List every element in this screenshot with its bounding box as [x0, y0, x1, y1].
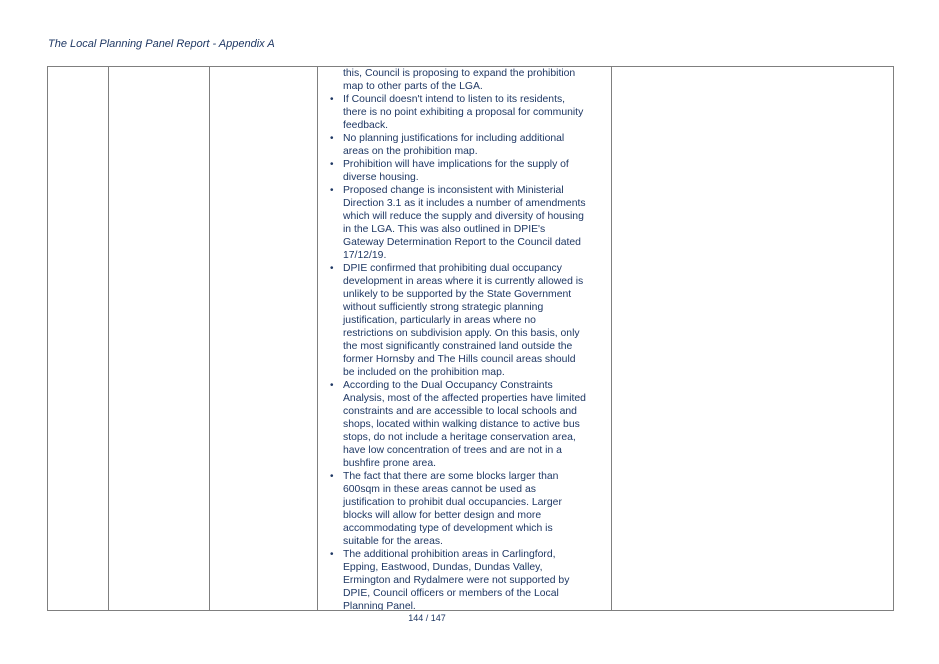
table-cell-empty-1 [48, 67, 109, 610]
list-item-text-line: former Hornsby and The Hills council areas should [343, 354, 576, 365]
report-header-title: The Local Planning Panel Report - Appendix A [48, 38, 275, 50]
list-item [330, 93, 607, 132]
list-item-text-line: stops, do not include a heritage conservation area, [343, 432, 576, 443]
list-item [330, 262, 607, 379]
bullet-icon: • [330, 133, 334, 144]
list-item-text-line: Prohibition will have implications for the supply of [343, 159, 569, 170]
list-item-text-line: development in areas where it is currently allowed is [343, 276, 584, 287]
page-number: 144 / 147 [408, 613, 446, 623]
table-cell-comments [318, 67, 612, 610]
list-item-text-line: areas on the prohibition map. [343, 146, 478, 157]
list-item-text-line: No planning justifications for including additional [343, 133, 565, 144]
list-item-text-line: have low concentration of trees and are not in a [343, 445, 562, 456]
table-cell-response [612, 67, 893, 610]
list-item-text-line: Gateway Determination Report to the Council dated [343, 237, 581, 248]
list-item-text-line: blocks will allow for better design and more [343, 510, 542, 521]
list-item-text-line: Proposed change is inconsistent with Ministerial [343, 185, 564, 196]
bullet-icon: • [330, 185, 334, 196]
bullet-icon: • [330, 380, 334, 391]
list-item-text-line: constraints and are accessible to local schools and [343, 406, 577, 417]
bullet-icon: • [330, 263, 334, 274]
list-item-text-line: Epping, Eastwood, Dundas, Dundas Valley, [343, 562, 543, 573]
list-item-text-line: there is no point exhibiting a proposal for community [343, 107, 584, 118]
list-item-text-line: which will reduce the supply and diversity of housing [343, 211, 584, 222]
list-item-text-line: Analysis, most of the affected properties have limited [343, 393, 586, 404]
list-item-text-line: Ermington and Rydalmere were not supported by [343, 575, 570, 586]
bullet-icon: • [330, 159, 334, 170]
list-item-text-line: without sufficiently strong strategic planning [343, 302, 544, 313]
list-item-text-line: According to the Dual Occupancy Constraints [343, 380, 553, 391]
bullet-icon: • [330, 94, 334, 105]
list-item-text-line: diverse housing. [343, 172, 419, 183]
list-item-text-line: DPIE confirmed that prohibiting dual occupancy [343, 263, 562, 274]
list-item-text-line: If Council doesn't intend to listen to its residents, [343, 94, 566, 105]
list-item [330, 548, 607, 610]
list-item-continuation [330, 67, 607, 93]
list-item-text-line: in the LGA. This was also outlined in DPIE's [343, 224, 546, 235]
list-item-text-line: suitable for the areas. [343, 536, 443, 547]
comment-bullet-list [330, 67, 607, 610]
list-item-text-line: accommodating type of development which is [343, 523, 553, 534]
list-item-text-line: bushfire prone area. [343, 458, 436, 469]
list-item-text-line: 17/12/19. [343, 250, 387, 261]
table-cell-empty-2 [109, 67, 210, 610]
list-item [330, 158, 607, 184]
submissions-table [47, 66, 894, 611]
list-item-text-line: restrictions on subdivision apply. On this basis, only [343, 328, 580, 339]
bullet-icon: • [330, 471, 334, 482]
list-item-text-line: Direction 3.1 as it includes a number of amendments [343, 198, 586, 209]
list-item-text-line: The fact that there are some blocks larger than [343, 471, 559, 482]
list-item-text-line: map to other parts of the LGA. [343, 81, 483, 92]
list-item-text-line: DPIE, Council officers or members of the Local [343, 588, 559, 599]
list-item-text-line: feedback. [343, 120, 389, 131]
list-item-text-line: this, Council is proposing to expand the prohibition [343, 68, 576, 79]
list-item-text-line: The additional prohibition areas in Carlingford, [343, 549, 556, 560]
list-item-text-line: 600sqm in these areas cannot be used as [343, 484, 536, 495]
list-item [330, 470, 607, 548]
list-item-text-line: shops, located within walking distance to active bus [343, 419, 580, 430]
list-item-text-line: Planning Panel. [343, 601, 416, 610]
list-item-text-line: the most significantly constrained land outside the [343, 341, 573, 352]
list-item [330, 379, 607, 470]
table-cell-empty-3 [210, 67, 318, 610]
list-item [330, 184, 607, 262]
list-item-text-line: unlikely to be supported by the State Government [343, 289, 572, 300]
list-item [330, 132, 607, 158]
list-item-text-line: justification to prohibit dual occupancies. Larger [343, 497, 562, 508]
list-item-text-line: justification, particularly in areas where no [343, 315, 536, 326]
list-item-text-line: be included on the prohibition map. [343, 367, 505, 378]
bullet-icon: • [330, 549, 334, 560]
